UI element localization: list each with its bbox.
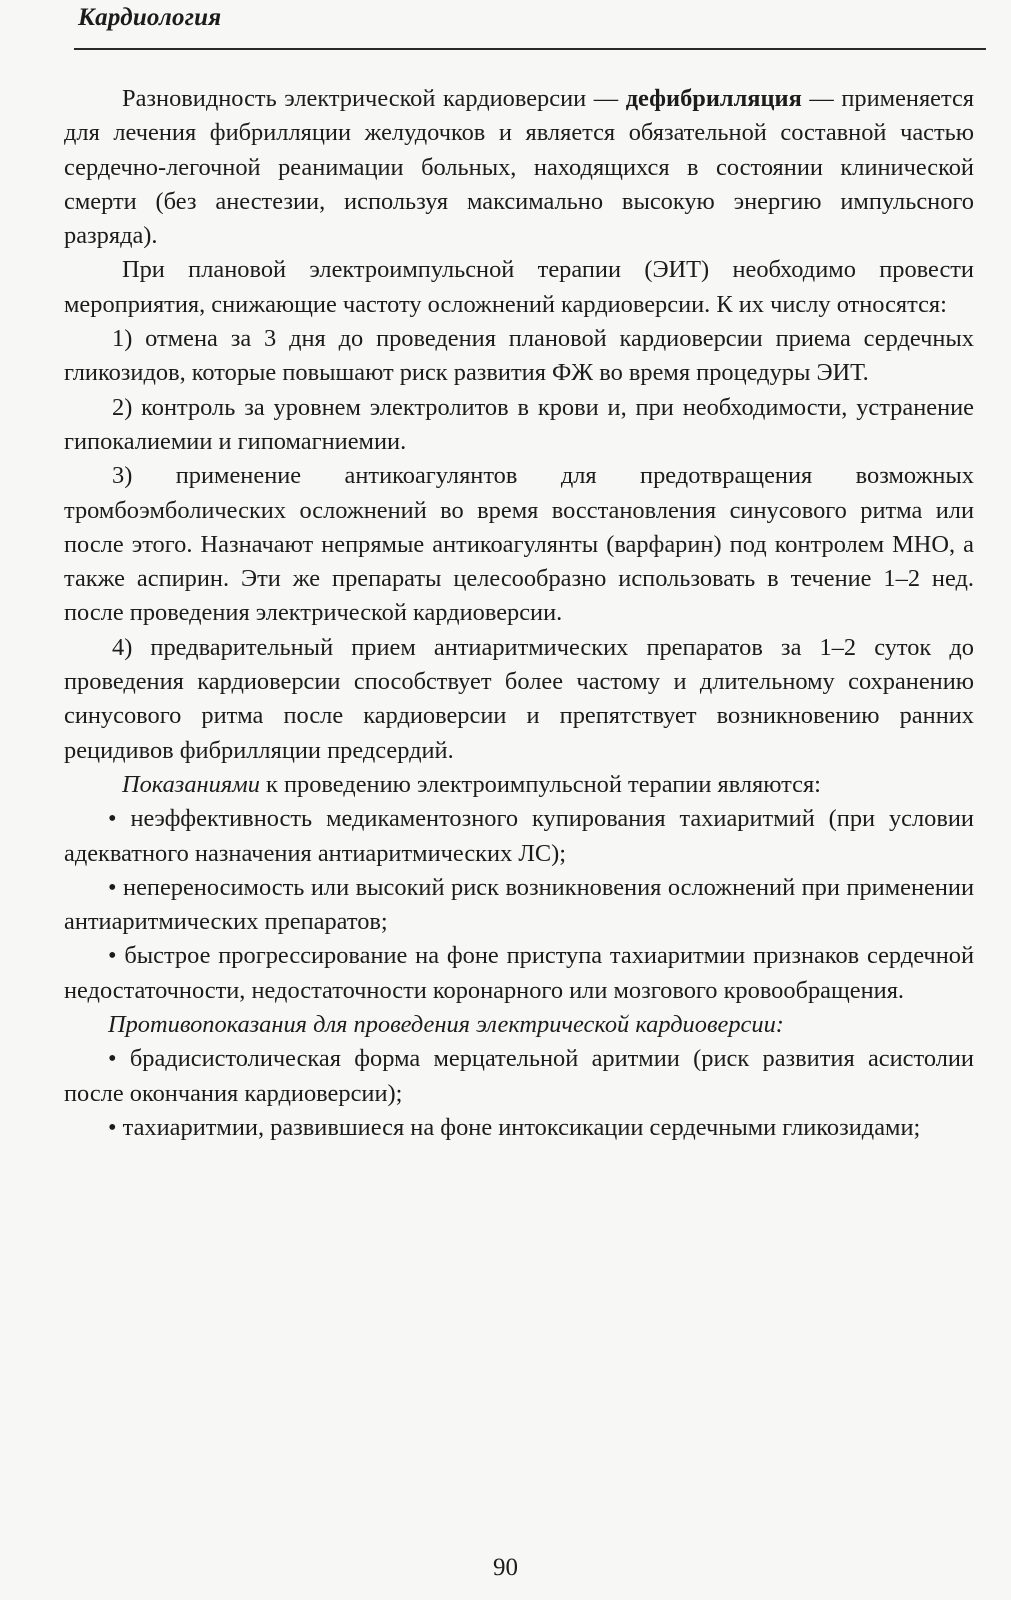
page-body <box>64 82 974 1145</box>
list-item-antiarrhythmics: 4) предварительный прием антиаритмических препаратов за 1–2 суток до проведения кардиоверсии способствует более частому и длительному сохранению синусового ритма после кардиоверсии и препятствует возникновению ранних рецидивов фибрилляции предсердий. <box>64 633 974 764</box>
list-item-electrolytes: 2) контроль за уровнем электролитов в крови и, при необходимости, устранение гипокалиемии и гипомагниемии. <box>64 393 974 455</box>
contraindication-item: • тахиаритмии, развившиеся на фоне интоксикации сердечными гликозидами; <box>108 1113 921 1141</box>
running-head-title: Кардиология <box>78 4 222 31</box>
indications-intro: к проведению электроимпульсной терапии являются: <box>259 770 821 798</box>
list-item-glycosides: 1) отмена за 3 дня до проведения плановой кардиоверсии приема сердечных гликозидов, которые повышают риск развития ФЖ во время процедуры ЭИТ. <box>64 325 974 387</box>
term-indications: Показаниями <box>122 770 260 798</box>
paragraph-defibrillation-end: — применяется для лечения фибрилляции желудочков и является обязательной составной частью сердечно-легочной реанимации больных, находящихся в состоянии клинической смерти (без анестезии, используя максимально высокую энергию импульсного разряда). <box>64 85 974 250</box>
indication-item: • неэффективность медикаментозного купирования тахиаритмий (при условии адекватного назначения антиаритмических ЛС); <box>64 805 974 867</box>
list-item-anticoagulants: 3) применение антикоагулянтов для предотвращения возможных тромбоэмболических осложнений во время восстановления синусового ритма или после этого. Назначают непрямые антикоагулянты (варфарин) под контролем МНО, а также аспирин. Эти же препараты целесообразно использовать в течение 1–2 нед. после проведения электрической кардиоверсии. <box>64 462 974 627</box>
paragraph-planned-eit: При плановой электроимпульсной терапии (ЭИТ) необходимо провести мероприятия, снижающие частоту осложнений кардиоверсии. К их числу относятся: <box>64 256 974 318</box>
paragraph-defibrillation-start: Разновидность электрической кардиоверсии — <box>122 85 626 112</box>
header-rule <box>74 48 986 50</box>
indication-item: • непереносимость или высокий риск возникновения осложнений при применении антиаритмических препаратов; <box>64 873 974 936</box>
page-number: 90 <box>493 1554 518 1581</box>
contraindication-item: • брадисистолическая форма мерцательной аритмии (риск развития асистолии после окончания кардиоверсии); <box>64 1045 974 1107</box>
paragraph-defibrillation <box>64 82 974 253</box>
contraindications-heading: Противопоказания для проведения электрической кардиоверсии: <box>108 1011 784 1039</box>
term-defibrillation: дефибрилляция <box>625 85 802 112</box>
paragraph-indications <box>64 768 974 802</box>
indication-item: • быстрое прогрессирование на фоне приступа тахиаритмии признаков сердечной недостаточности, недостаточности коронарного или мозгового кровообращения. <box>64 942 974 1004</box>
